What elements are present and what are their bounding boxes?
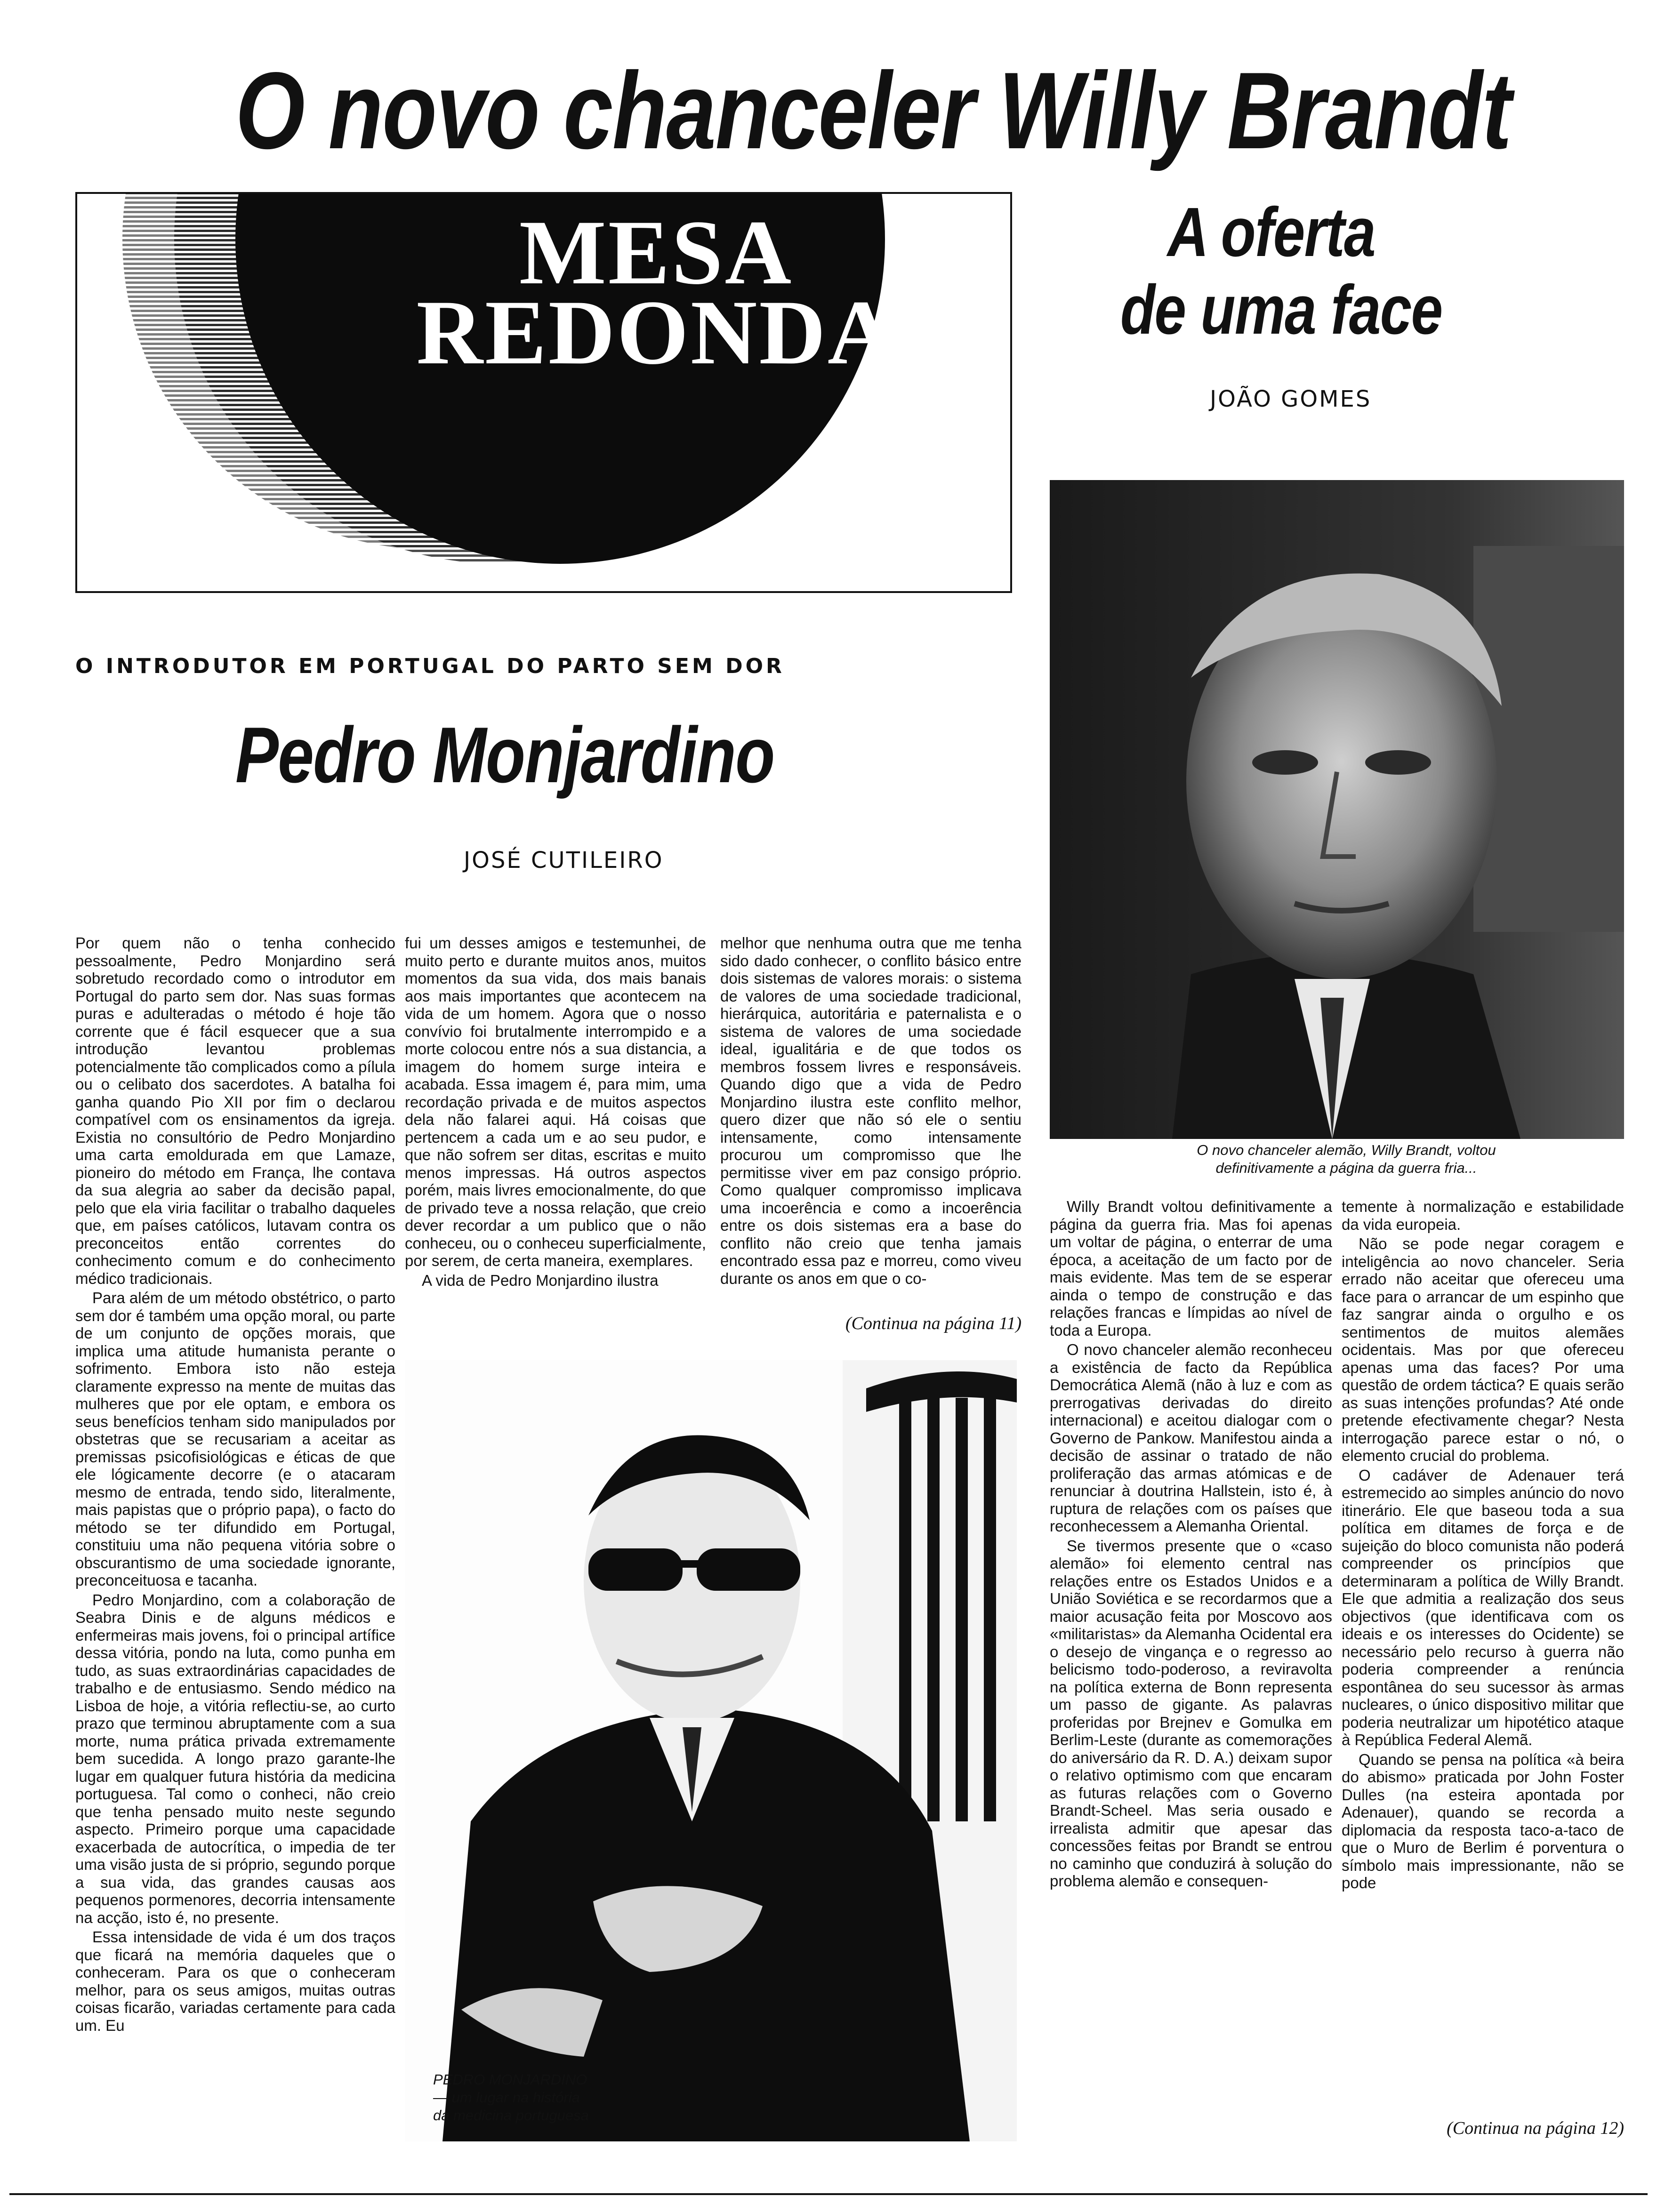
monjardino-portrait-graphic: [405, 1360, 1017, 2141]
monjardino-column-1: [75, 934, 395, 2139]
paragraph: Para além de um método obstétrico, o parto sem dor é também uma opção moral, ou parte de um conjunto de opções morais, que implica uma atitude humanista perante o sofrimento. Embora isto não esteja claramente expresso na mente de muitas das mulheres que por ele optam, e embora os seus benefícios tenham sido manipulados por obstetras que se recusariam a aceitar as premissas psicofisiológicas e éticas de que ele lógicamente decorre (e o atacaram mesmo de entrada, tendo sido, literalmente, mais papistas que o próprio papa), o facto do método se ter difundido em Portugal, constituiu uma não pequena vitória sobre o obscurantismo de uma sociedade ignorante, preconceituosa e tacanha.: [75, 1289, 395, 1589]
monjardino-caption-line2: — um lugar na história: [433, 2089, 580, 2106]
brandt-byline: JOÃO GOMES: [1210, 386, 1372, 412]
paragraph: melhor que nenhuma outra que me tenha sido dado conhecer, o conflito básico entre dois sistemas de valores morais: o sistema de valores de uma sociedade tradicional, hierárquica, autoritária e paternalista e o sistema de valores de uma sociedade ideal, igualitária e de que todos os membros fossem livres e responsáveis. Quando digo que a vida de Pedro Monjardino ilustra este conflito melhor, quero dizer que não só ele o sentiu intensamente, como intensamente procurou um compromisso que lhe permitisse viver em paz consigo próprio. Como qualquer compromisso implicava uma incoerência e como a incoerência entre os dois sistemas era a base do conflito não creio que tenha jamais encontrado essa paz e morreu, como viveu durante os anos em que o co-: [720, 934, 1022, 1287]
bottom-rule: [9, 2193, 1648, 2195]
paragraph: temente à normalização e estabilidade da vida europeia.: [1342, 1198, 1624, 1233]
logo-line-mesa: MESA: [519, 201, 794, 304]
brandt-column-2: [1342, 1198, 1624, 2116]
paragraph: Essa intensidade de vida é um dos traços que ficará na memória daqueles que o conheceram. Para os que o conheceram melhor, para os seus amigos, muitas outras coisas ficarão, variadas certamente para cada um. Eu: [75, 1928, 395, 2034]
paragraph: Por quem não o tenha conhecido pessoalmente, Pedro Monjardino será sobretudo recordado como o introdutor em Portugal do parto sem dor. Nas suas formas puras e adulteradas o método é hoje tão corrente que é fácil esquecer que a sua introdução levantou problemas potencialmente tão complicados como a pílula ou o celibato dos sacerdotes. A batalha foi ganha quando Pio XII por fim o declarou compatível com os ensinamentos da igreja. Existia no consultório de Pedro Monjardino uma carta emoldurada em que Lamaze, pioneiro do método em França, lhe contava da sua alegria ao saber da decisão papal, pelo que ela viria facilitar o trabalho daqueles que, em países católicos, lutavam contra os preconceitos então correntes do conhecimento comum e do conhecimento médico tradicionais.: [75, 934, 395, 1287]
paragraph: Quando se pensa na política «à beira do abismo» praticada por John Foster Dulles (na esteira apontada por Adenauer), quando se recorda a diplomacia da resposta taco-a-taco de que o Muro de Berlim é porventura o símbolo mais impressionante, não se pode: [1342, 1750, 1624, 1891]
brandt-photo-caption: [1073, 1141, 1619, 1177]
paragraph: fui um desses amigos e testemunhei, de muito perto e durante muitos anos, muitos momentos da sua vida, dos mais banais aos mais importantes que acontecem na vida de um homem. Agora que o nosso convívio foi brutalmente interrompido e a morte colocou entre nós a sua distancia, a imagem do homem surge inteira e acabada. Essa imagem é, para mim, uma recordação privada e de muitos aspectos dela não falarei aqui. Há coisas que pertencem a cada um e ao seu pudor, e que não sofrem ser ditas, escritas e muito menos impressas. Há outros aspectos porém, mais livres emocionalmente, do que de privado teve a nossa relação, que creio dever recordar a um publico que o não conheceu, ou o conheceu superficialmente, por serem, de certa maneira, exemplares.: [405, 934, 706, 1269]
paragraph: Pedro Monjardino, com a colaboração de Seabra Dinis e de alguns médicos e enfermeiras mais jovens, foi o principal artífice dessa vitória, pondo na luta, como punha em tudo, as suas extraordinárias capacidades de trabalho e de entusiasmo. Sendo médico na Lisboa de hoje, a vitória reflectiu-se, ao curto prazo que terminou abruptamente com a sua morte, numa prática privada extremamente bem sucedida. A longo prazo garante-lhe lugar em qualquer futura história da medicina portuguesa. Tal como o conheci, não creio que tenha pensado muito neste segundo aspecto. Primeiro porque uma capacidade exacerbada de autocrítica, o impedia de ter uma visão justa de si próprio, segundo porque a sua vida, das grandes causas aos pequenos pormenores, decorria intensamente na acção, isto é, no presente.: [75, 1591, 395, 1926]
brandt-continua: (Continua na página 12): [1447, 2118, 1624, 2138]
brandt-title-line2: de uma face: [1120, 271, 1442, 349]
paragraph: Willy Brandt voltou definitivamente a página da guerra fria. Mas foi apenas um voltar de página, o enterrar de uma época, a aceitação de um facto por de mais evidente. Mas tem de se esperar ainda o tempo de construção e das relações francas e límpidas ao nível de toda a Europa.: [1050, 1198, 1332, 1339]
monjardino-kicker: O INTRODUTOR EM PORTUGAL DO PARTO SEM DOR: [75, 654, 785, 678]
main-headline: O novo chanceler Willy Brandt: [235, 50, 1511, 172]
paragraph: O cadáver de Adenauer terá estremecido ao simples anúncio do novo itinerário. Ele que baseou toda a sua política em ditames de força e de sujeição do bloco comunista não poderá compreender os princípios que determinaram a política de Willy Brandt. Ele que admitia a realização dos seus objectivos (que identificava com os ideais e os interesses do Ocidente) se necessário pelo recurso à guerra não poderia compreender a renúncia espontânea do seu sucessor às armas nucleares, o único dispositivo militar que poderia neutralizar um hipotético ataque à República Federal Alemã.: [1342, 1466, 1624, 1748]
logo-line-redonda: REDONDA: [416, 281, 896, 384]
logo-text: [313, 201, 1000, 384]
mesa-redonda-logo: [75, 192, 1012, 593]
paragraph: A vida de Pedro Monjardino ilustra: [422, 1271, 659, 1289]
brandt-portrait-graphic: [1050, 480, 1624, 1139]
paragraph: Se tivermos presente que o «caso alemão» foi elemento central nas relações entre os Estados Unidos e a União Soviética e se recordarmos que a maior acusação feita por Moscovo aos «militaristas» da Alemanha Ocidental era o desejo de vingança e o regresso ao belicismo todo-poderoso, a reviravolta na política externa de Bonn representa um passo de gigante. As palavras proferidas por Brejnev e Gomulka em Berlim-Leste (durante as comemorações do aniversário da R. D. A.) deixam supor o relativo optimismo com que encaram as futuras relações com o Governo Brandt-Scheel. Mas seria ousado e irrealista admitir que apesar das concessões feitas por Brandt se entrou no caminho que conduzirá à solução do problema alemão e consequen-: [1050, 1537, 1332, 1890]
brandt-caption-line2: definitivamente a página da guerra fria...: [1215, 1160, 1477, 1176]
brandt-portrait-photo: [1050, 480, 1624, 1139]
brandt-caption-line1: O novo chanceler alemão, Willy Brandt, voltou: [1197, 1142, 1496, 1158]
monjardino-caption-line1: PEDRO MONJARDINO: [433, 2071, 587, 2088]
monjardino-title: Pedro Monjardino: [235, 711, 774, 799]
monjardino-column-2: [405, 934, 706, 1320]
brandt-title-line1: A oferta: [1167, 193, 1375, 271]
brandt-column-1: [1050, 1198, 1332, 2144]
monjardino-continua: (Continua na página 11): [845, 1314, 1022, 1333]
monjardino-byline: JOSÉ CUTILEIRO: [464, 847, 664, 874]
monjardino-caption-line3: da medicina portuguesa: [433, 2107, 589, 2124]
monjardino-column-3: [720, 934, 1022, 1292]
paragraph: Não se pode negar coragem e inteligência ao novo chanceler. Seria errado não aceitar que ofereceu uma face para o arrancar de um espinho que faz sangrar ainda o orgulho e os sentimentos de muitos alemães ocidentais. Mas por que ofereceu apenas uma das faces? Por uma questão de ordem táctica? E quais serão as suas intenções profundas? Até onde pretende efectivamente chegar? Nesta interrogação parece estar o nó, o elemento crucial do problema.: [1342, 1235, 1624, 1464]
monjardino-photo-caption: [433, 2071, 659, 2124]
paragraph: O novo chanceler alemão reconheceu a existência de facto da República Democrática Alemã (não à luz e com as prerrogativas derivadas do direito internacional) e aceitou dialogar com o Governo de Pankow. Manifestou ainda a decisão de assinar o tratado de não proliferação das armas atómicas e de renunciar à doutrina Hallstein, isto é, à ruptura de relações com os países que reconhecessem a Alemanha Oriental.: [1050, 1341, 1332, 1535]
monjardino-portrait-photo: [405, 1360, 1017, 2141]
